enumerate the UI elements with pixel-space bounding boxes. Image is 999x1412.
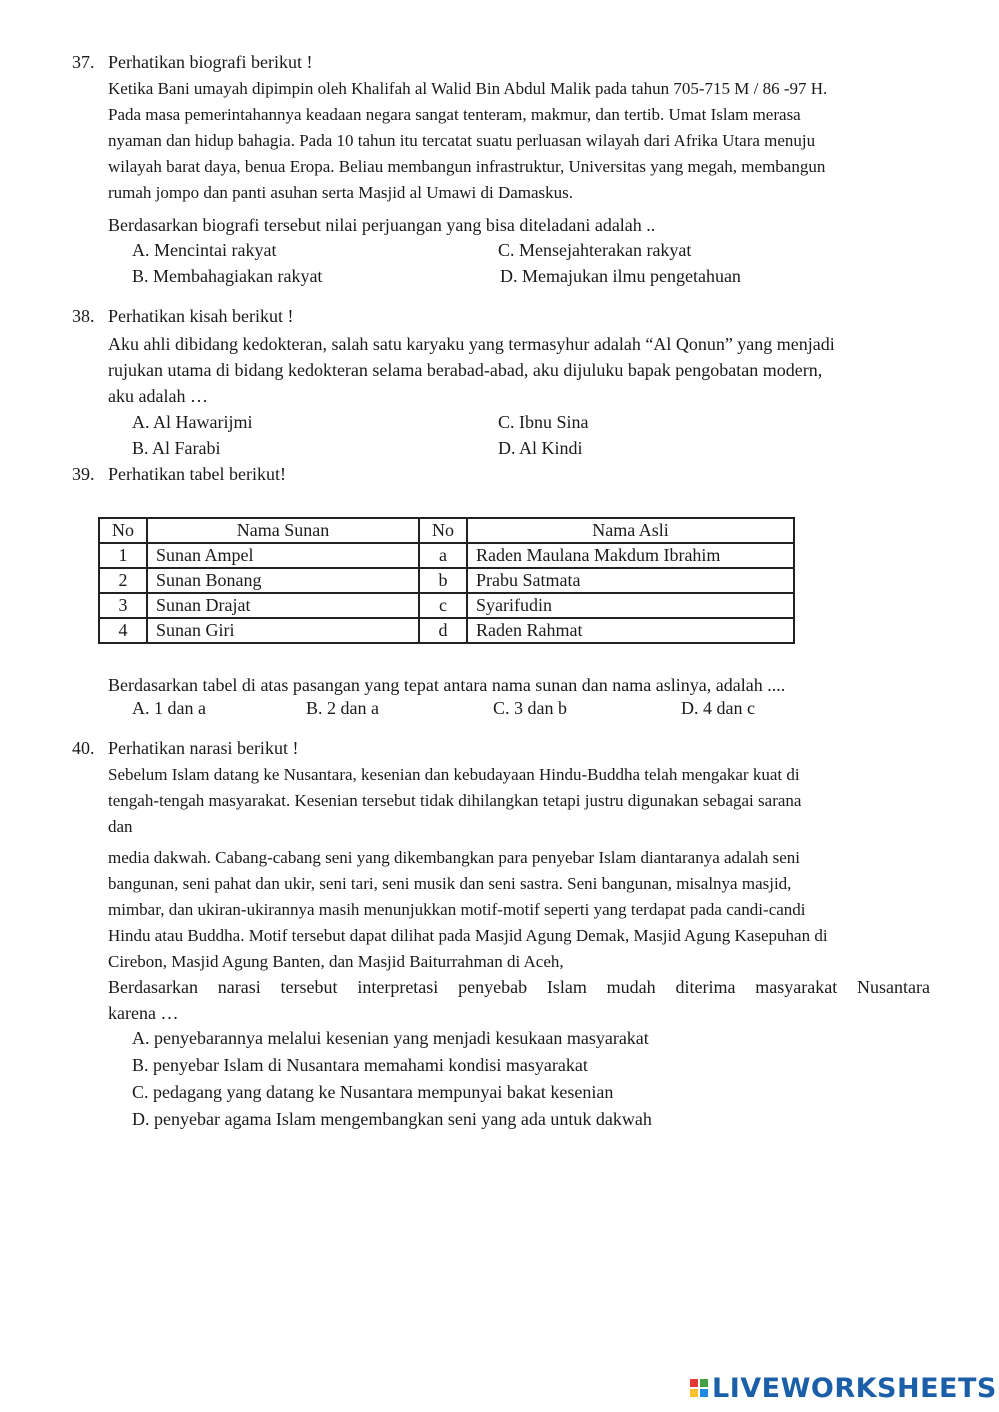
question-heading: Perhatikan kisah berikut ! [108, 306, 294, 326]
table-cell: 4 [99, 618, 147, 643]
table-cell: Sunan Ampel [147, 543, 419, 568]
table-header: Nama Sunan [147, 518, 419, 543]
passage-line: bangunan, seni pahat dan ukir, seni tari, seni musik dan seni sastra. Seni bangunan, misalnya masjid, [108, 874, 792, 893]
table-cell: a [419, 543, 467, 568]
option-d[interactable]: D. 4 dan c [681, 698, 755, 718]
table-row [99, 568, 794, 593]
option-b[interactable]: B. 2 dan a [306, 698, 379, 718]
option-d[interactable]: D. Al Kindi [498, 438, 583, 458]
option-a[interactable]: A. 1 dan a [132, 698, 206, 718]
question-heading: Perhatikan narasi berikut ! [108, 738, 299, 758]
passage-line: Ketika Bani umayah dipimpin oleh Khalifah al Walid Bin Abdul Malik pada tahun 705-715 M / 86 -97 H. [108, 79, 828, 98]
question-heading: Perhatikan biografi berikut ! [108, 52, 313, 72]
table-cell: 1 [99, 543, 147, 568]
table-cell: 2 [99, 568, 147, 593]
option-d[interactable]: D. penyebar agama Islam mengembangkan seni yang ada untuk dakwah [132, 1109, 652, 1129]
table-cell: d [419, 618, 467, 643]
question-number: 39. [72, 464, 95, 484]
question-number: 37. [72, 52, 95, 72]
question-passage [108, 331, 930, 409]
option-b[interactable]: B. penyebar Islam di Nusantara memahami kondisi masyarakat [132, 1055, 588, 1075]
passage-line: Aku ahli dibidang kedokteran, salah satu karyaku yang termasyhur adalah “Al Qonun” yang menjadi [108, 334, 835, 354]
option-a[interactable]: A. Mencintai rakyat [132, 240, 277, 260]
table-cell: Sunan Giri [147, 618, 419, 643]
table-cell: Prabu Satmata [467, 568, 794, 593]
table-cell: Syarifudin [467, 593, 794, 618]
stem-line: Berdasarkan narasi tersebut interpretasi penyebab Islam mudah diterima masyarakat Nusantara [108, 977, 930, 997]
table-row [99, 593, 794, 618]
passage-line: tengah-tengah masyarakat. Kesenian tersebut tidak dihilangkan tetapi justru digunakan sebagai sarana [108, 791, 802, 810]
option-c[interactable]: C. Mensejahterakan rakyat [498, 240, 692, 260]
option-b[interactable]: B. Membahagiakan rakyat [132, 266, 323, 286]
table-cell: b [419, 568, 467, 593]
question-heading: Perhatikan tabel berikut! [108, 464, 286, 484]
option-a[interactable]: A. penyebarannya melalui kesenian yang menjadi kesukaan masyarakat [132, 1028, 649, 1048]
option-c[interactable]: C. Ibnu Sina [498, 412, 589, 432]
passage-line: Cirebon, Masjid Agung Banten, dan Masjid Baiturrahman di Aceh, [108, 952, 564, 971]
table-cell: 3 [99, 593, 147, 618]
stem-line: karena … [108, 1003, 179, 1023]
passage-line: Sebelum Islam datang ke Nusantara, kesenian dan kebudayaan Hindu-Buddha telah mengakar kuat di [108, 765, 800, 784]
passage-line: rujukan utama di bidang kedokteran selama berabad-abad, aku dijuluku bapak pengobatan modern, [108, 360, 823, 380]
sunan-table [98, 517, 795, 644]
table-header: No [99, 518, 147, 543]
table-row [99, 543, 794, 568]
option-c[interactable]: C. pedagang yang datang ke Nusantara mempunyai bakat kesenian [132, 1082, 614, 1102]
liveworksheets-icon [690, 1379, 708, 1397]
table-header-row [99, 518, 794, 543]
question-stem: Berdasarkan biografi tersebut nilai perjuangan yang bisa diteladani adalah .. [108, 215, 656, 235]
passage-line: media dakwah. Cabang-cabang seni yang dikembangkan para penyebar Islam diantaranya adalah seni [108, 848, 800, 867]
table-cell: Raden Rahmat [467, 618, 794, 643]
passage-line: wilayah barat daya, benua Eropa. Beliau membangun infrastruktur, Universitas yang megah, membangun [108, 157, 826, 176]
option-d[interactable]: D. Memajukan ilmu pengetahuan [500, 266, 741, 286]
table-cell: Sunan Bonang [147, 568, 419, 593]
option-b[interactable]: B. Al Farabi [132, 438, 221, 458]
table-cell: Raden Maulana Makdum Ibrahim [467, 543, 794, 568]
table-row [99, 618, 794, 643]
brand-name: LIVEWORKSHEETS [712, 1372, 997, 1404]
table-cell: Sunan Drajat [147, 593, 419, 618]
passage-line: mimbar, dan ukiran-ukirannya masih menunjukkan motif-motif seperti yang terdapat pada candi-candi [108, 900, 806, 919]
table-header: No [419, 518, 467, 543]
liveworksheets-logo [690, 1372, 997, 1404]
table-cell: c [419, 593, 467, 618]
passage-line: Hindu atau Buddha. Motif tersebut dapat dilihat pada Masjid Agung Demak, Masjid Agung Kasepuhan di [108, 926, 828, 945]
passage-line: Pada masa pemerintahannya keadaan negara sangat tenteram, makmur, dan tertib. Umat Islam merasa [108, 105, 801, 124]
question-passage [108, 76, 930, 206]
question-number: 38. [72, 306, 95, 326]
question-stem [108, 974, 930, 1026]
question-stem: Berdasarkan tabel di atas pasangan yang tepat antara nama sunan dan nama aslinya, adalah .... [108, 675, 786, 695]
question-passage [108, 762, 930, 975]
option-c[interactable]: C. 3 dan b [493, 698, 567, 718]
table-header: Nama Asli [467, 518, 794, 543]
passage-line: aku adalah … [108, 386, 208, 406]
question-number: 40. [72, 738, 95, 758]
passage-line: dan [108, 817, 133, 836]
passage-line: rumah jompo dan panti asuhan serta Masjid al Umawi di Damaskus. [108, 183, 574, 202]
option-a[interactable]: A. Al Hawarijmi [132, 412, 253, 432]
passage-line: nyaman dan hidup bahagia. Pada 10 tahun itu tercatat suatu perluasan wilayah dari Afrika Utara menuju [108, 131, 816, 150]
